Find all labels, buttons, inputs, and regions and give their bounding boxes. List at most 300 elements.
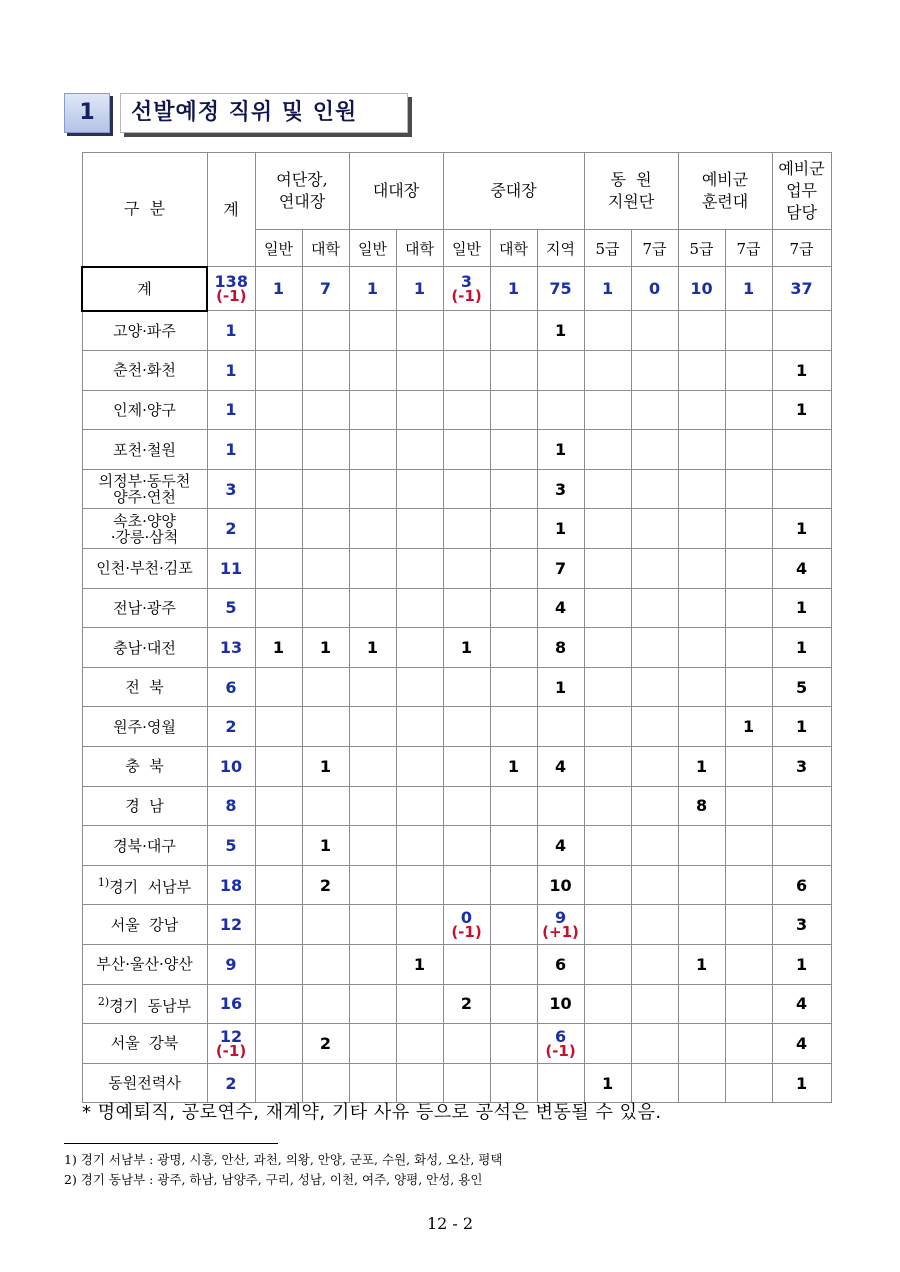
row-label-text: 경북·대구	[113, 836, 176, 855]
table-cell	[490, 667, 537, 707]
cell-value: 1	[460, 638, 473, 658]
table-cell	[302, 390, 349, 430]
header-sub: 대학	[302, 230, 349, 267]
table-cell	[584, 509, 631, 549]
table-cell	[443, 826, 490, 866]
header-sub: 일반	[349, 230, 396, 267]
cell-value: 2	[460, 994, 473, 1014]
row-label-text: 경기 서남부	[109, 878, 192, 897]
cell-value: 3	[554, 479, 567, 499]
table-cell	[396, 786, 443, 826]
cell-change: (+1)	[542, 923, 579, 942]
table-cell	[396, 905, 443, 945]
table-cell	[490, 390, 537, 430]
cell-value: 4	[554, 756, 567, 776]
cell-value: 10	[219, 756, 243, 776]
row-label	[82, 351, 207, 391]
table-cell	[772, 588, 831, 628]
table-row	[82, 390, 831, 430]
table-cell	[678, 865, 725, 905]
table-cell	[584, 667, 631, 707]
table-cell	[396, 311, 443, 351]
table-cell	[349, 984, 396, 1024]
table-cell	[678, 667, 725, 707]
table-cell	[207, 390, 255, 430]
table-cell	[537, 351, 584, 391]
table-cell	[584, 786, 631, 826]
row-label-text: 충 북	[125, 757, 164, 776]
table-cell	[443, 667, 490, 707]
cell-value: 1	[507, 756, 520, 776]
table-row	[82, 786, 831, 826]
table-cell	[725, 390, 772, 430]
table-row	[82, 469, 831, 509]
row-label-text: 서울 강남	[110, 915, 179, 934]
cell-value: 2	[225, 519, 237, 539]
table-cell	[725, 430, 772, 470]
table-cell	[725, 267, 772, 311]
cell-value: 1	[507, 279, 520, 298]
table-cell	[302, 509, 349, 549]
row-label	[82, 549, 207, 589]
table-cell	[349, 267, 396, 311]
table-cell	[772, 905, 831, 945]
table-cell	[302, 905, 349, 945]
table-cell	[725, 905, 772, 945]
table-cell	[207, 549, 255, 589]
cell-value: 1	[413, 954, 426, 974]
table-cell	[584, 549, 631, 589]
table-cell	[772, 984, 831, 1024]
table-cell	[584, 865, 631, 905]
cell-value: 1	[319, 638, 332, 658]
table-cell	[584, 267, 631, 311]
table-cell	[584, 390, 631, 430]
row-label	[82, 945, 207, 985]
table-cell	[490, 826, 537, 866]
row-label	[82, 707, 207, 747]
row-label: 계	[82, 267, 207, 311]
table-cell	[302, 311, 349, 351]
cell-value: 8	[225, 796, 237, 816]
table-cell	[584, 1063, 631, 1103]
table-cell	[772, 667, 831, 707]
table-cell	[207, 469, 255, 509]
table-cell	[443, 351, 490, 391]
table-cell	[490, 984, 537, 1024]
header-category: 구 분	[82, 153, 207, 267]
cell-value: 1	[795, 400, 808, 420]
table-cell	[631, 588, 678, 628]
table-cell	[207, 667, 255, 707]
header-group-reserve-duty: 예비군 업무 담당	[772, 153, 831, 230]
cell-value: 1	[795, 954, 808, 974]
row-label-text: 부산·울산·양산	[96, 955, 193, 974]
table-cell	[537, 1063, 584, 1103]
header-group-battalion: 대대장	[349, 153, 443, 230]
table-cell	[207, 905, 255, 945]
table-cell	[725, 549, 772, 589]
cell-value: 1	[272, 638, 285, 658]
table-cell	[537, 390, 584, 430]
table-cell	[584, 945, 631, 985]
table-cell	[537, 747, 584, 787]
table-cell	[349, 667, 396, 707]
table-cell	[772, 1024, 831, 1064]
table-cell	[725, 311, 772, 351]
row-label	[82, 747, 207, 787]
table-row	[82, 1024, 831, 1064]
table-cell	[490, 469, 537, 509]
table-cell	[631, 430, 678, 470]
table-cell	[678, 826, 725, 866]
cell-value: 1	[795, 598, 808, 618]
table-cell	[584, 469, 631, 509]
table-cell	[396, 1024, 443, 1064]
table-cell	[302, 549, 349, 589]
table-cell	[302, 1024, 349, 1064]
table-cell	[443, 588, 490, 628]
row-label	[82, 469, 207, 509]
cell-value: 6	[554, 1026, 567, 1046]
table-cell	[490, 351, 537, 391]
row-label	[82, 390, 207, 430]
table-cell	[584, 1024, 631, 1064]
row-label	[82, 905, 207, 945]
table-row	[82, 984, 831, 1024]
row-label	[82, 984, 207, 1024]
table-cell	[490, 509, 537, 549]
table-cell	[631, 826, 678, 866]
table-cell	[349, 430, 396, 470]
vacancy-note: * 명예퇴직, 공로연수, 재계약, 기타 사유 등으로 공석은 변동될 수 있음.	[82, 1102, 662, 1123]
table-cell	[349, 509, 396, 549]
cell-value: 8	[554, 638, 567, 658]
page-number: 12 - 2	[426, 1214, 474, 1233]
cell-change: (-1)	[216, 287, 247, 305]
table-cell	[772, 430, 831, 470]
table-cell	[255, 390, 302, 430]
table-cell	[490, 1063, 537, 1103]
table-cell	[349, 628, 396, 668]
table-cell	[678, 549, 725, 589]
table-cell	[725, 945, 772, 985]
table-cell	[537, 549, 584, 589]
table-row	[82, 351, 831, 391]
cell-value: 1	[225, 360, 237, 380]
table-cell	[631, 267, 678, 311]
table-cell	[396, 1063, 443, 1103]
table-cell	[396, 588, 443, 628]
table-cell	[631, 628, 678, 668]
table-cell	[631, 390, 678, 430]
table-cell	[537, 588, 584, 628]
cell-value: 1	[366, 638, 379, 658]
header-sub: 7급	[631, 230, 678, 267]
table-cell	[490, 905, 537, 945]
cell-value: 2	[319, 1033, 332, 1053]
header-group-brigade: 여단장, 연대장	[255, 153, 349, 230]
table-cell	[725, 865, 772, 905]
header-group-company: 중대장	[443, 153, 584, 230]
table-cell	[725, 469, 772, 509]
table-cell	[490, 865, 537, 905]
cell-value: 1	[695, 954, 708, 974]
table-cell	[255, 267, 302, 311]
table-cell	[443, 469, 490, 509]
table-row	[82, 628, 831, 668]
table-cell	[396, 430, 443, 470]
table-cell	[678, 588, 725, 628]
header-sub: 대학	[490, 230, 537, 267]
row-label-text: 인천·부천·김포	[96, 559, 193, 578]
cell-value: 3	[225, 479, 237, 499]
row-label	[82, 865, 207, 905]
table-cell	[678, 469, 725, 509]
table-cell	[678, 267, 725, 311]
table-cell	[678, 707, 725, 747]
section-number: 1	[64, 93, 110, 133]
table-cell	[443, 707, 490, 747]
row-label	[82, 786, 207, 826]
table-cell	[772, 786, 831, 826]
table-row	[82, 826, 831, 866]
table-cell	[396, 865, 443, 905]
table-cell	[584, 430, 631, 470]
footnote-mark: 1)	[97, 876, 110, 890]
table-cell	[678, 1063, 725, 1103]
row-label-text: 인제·양구	[113, 400, 176, 419]
table-cell	[537, 1024, 584, 1064]
table-cell	[490, 588, 537, 628]
table-cell	[443, 1063, 490, 1103]
table-cell	[207, 311, 255, 351]
cell-value: 1	[601, 279, 614, 298]
cell-value: 3	[460, 272, 473, 291]
table-cell	[255, 469, 302, 509]
table-cell	[537, 865, 584, 905]
cell-value: 1	[554, 519, 567, 539]
cell-value: 10	[549, 875, 572, 895]
table-cell	[443, 984, 490, 1024]
cell-value: 7	[319, 279, 332, 298]
cell-value: 18	[219, 875, 243, 895]
table-cell	[772, 826, 831, 866]
table-cell	[396, 351, 443, 391]
cell-value: 5	[795, 677, 808, 697]
cell-value: 2	[225, 1073, 237, 1093]
cell-value: 1	[413, 279, 426, 298]
table-cell	[443, 905, 490, 945]
table-cell	[584, 588, 631, 628]
table-cell	[302, 945, 349, 985]
cell-value: 6	[554, 954, 567, 974]
table-cell	[631, 945, 678, 985]
table-cell	[631, 1063, 678, 1103]
table-cell	[490, 1024, 537, 1064]
table-cell	[537, 628, 584, 668]
table-cell	[678, 509, 725, 549]
table-cell	[584, 311, 631, 351]
table-cell	[255, 945, 302, 985]
table-cell	[349, 469, 396, 509]
table-cell	[207, 984, 255, 1024]
table-cell	[678, 945, 725, 985]
cell-value: 9	[554, 908, 567, 928]
table-cell	[255, 430, 302, 470]
table-cell	[255, 707, 302, 747]
row-label	[82, 1024, 207, 1064]
table-cell	[772, 747, 831, 787]
table-row	[82, 865, 831, 905]
table-cell	[772, 628, 831, 668]
cell-value: 1	[601, 1073, 614, 1093]
table-cell	[443, 509, 490, 549]
header-group-mobilization: 동 원 지원단	[584, 153, 678, 230]
table-cell	[584, 707, 631, 747]
table-cell	[255, 549, 302, 589]
table-cell	[725, 984, 772, 1024]
row-label-text: 전남·광주	[113, 598, 176, 617]
cell-value: 1	[795, 360, 808, 380]
table-cell	[255, 667, 302, 707]
table-cell	[772, 1063, 831, 1103]
table-cell	[396, 469, 443, 509]
row-label	[82, 667, 207, 707]
table-cell	[396, 267, 443, 311]
table-cell	[349, 707, 396, 747]
table-cell	[302, 747, 349, 787]
table-cell	[396, 707, 443, 747]
table-cell	[255, 747, 302, 787]
table-row	[82, 549, 831, 589]
table-cell	[443, 549, 490, 589]
table-cell	[584, 628, 631, 668]
table-cell	[678, 747, 725, 787]
table-cell	[302, 707, 349, 747]
cell-value: 3	[795, 915, 808, 935]
row-label-text: 고양·파주	[113, 321, 176, 340]
row-label-text: 경기 동남부	[109, 996, 192, 1015]
cell-value: 12	[219, 915, 243, 935]
row-label	[82, 509, 207, 549]
table-cell	[678, 430, 725, 470]
table-cell	[678, 984, 725, 1024]
row-label-text: 전 북	[125, 678, 164, 697]
table-cell	[207, 430, 255, 470]
table-row	[82, 945, 831, 985]
row-label-text: 의정부·동두천 양주·연천	[98, 472, 191, 507]
table-cell	[302, 469, 349, 509]
table-cell	[302, 628, 349, 668]
cell-value: 0	[460, 908, 473, 928]
header-group-reserve-training: 예비군 훈련대	[678, 153, 772, 230]
row-label-text: 충남·대전	[113, 638, 176, 657]
table-cell	[725, 351, 772, 391]
cell-value: 1	[554, 677, 567, 697]
table-cell	[302, 351, 349, 391]
cell-value: 75	[549, 279, 572, 298]
header-sub: 지역	[537, 230, 584, 267]
cell-value: 2	[225, 717, 237, 737]
table-row	[82, 509, 831, 549]
cell-value: 12	[219, 1026, 243, 1046]
table-cell	[490, 707, 537, 747]
table-cell	[207, 786, 255, 826]
table-cell	[302, 786, 349, 826]
header-sub: 5급	[678, 230, 725, 267]
table-cell	[349, 1063, 396, 1103]
table-cell	[537, 984, 584, 1024]
row-label-text: 춘천·화천	[113, 361, 176, 380]
table-cell	[255, 826, 302, 866]
table-cell	[631, 469, 678, 509]
cell-value: 138	[214, 272, 248, 291]
table-cell	[631, 1024, 678, 1064]
table-cell	[584, 747, 631, 787]
table-cell	[255, 905, 302, 945]
table-cell	[725, 1024, 772, 1064]
table-cell	[349, 588, 396, 628]
cell-value: 11	[219, 558, 243, 578]
table-cell	[302, 430, 349, 470]
table-cell	[490, 945, 537, 985]
cell-value: 6	[225, 677, 237, 697]
table-cell	[396, 826, 443, 866]
table-cell	[537, 267, 584, 311]
table-cell	[725, 826, 772, 866]
cell-value: 1	[225, 321, 237, 341]
table-cell	[772, 267, 831, 311]
table-cell	[302, 667, 349, 707]
table-cell	[678, 628, 725, 668]
cell-value: 1	[742, 717, 755, 737]
table-cell	[207, 945, 255, 985]
table-cell	[207, 747, 255, 787]
table-cell	[678, 311, 725, 351]
table-cell	[255, 786, 302, 826]
table-cell	[443, 267, 490, 311]
table-cell	[631, 747, 678, 787]
table-cell	[349, 390, 396, 430]
cell-value: 1	[272, 279, 285, 298]
table-row	[82, 707, 831, 747]
table-cell	[490, 628, 537, 668]
row-label-text: 속초·양양 ·강릉·삼척	[110, 511, 179, 546]
table-cell	[207, 865, 255, 905]
header-sub: 일반	[255, 230, 302, 267]
footnote-2: 2) 경기 동남부 : 광주, 하남, 남양주, 구리, 성남, 이천, 여주, 양평, 안성, 용인	[64, 1172, 483, 1187]
table-cell	[255, 509, 302, 549]
table-cell	[772, 549, 831, 589]
table-cell	[443, 311, 490, 351]
cell-change: (-1)	[451, 923, 482, 942]
table-cell	[207, 588, 255, 628]
footnote-mark: 2)	[97, 994, 110, 1008]
table-cell	[725, 628, 772, 668]
cell-value: 4	[554, 598, 567, 618]
table-cell	[443, 786, 490, 826]
section-heading	[64, 93, 404, 131]
table-cell	[490, 430, 537, 470]
table-cell	[490, 549, 537, 589]
table-cell	[725, 786, 772, 826]
table-cell	[490, 786, 537, 826]
table-cell	[537, 786, 584, 826]
row-label-text: 동원전력사	[108, 1074, 181, 1093]
cell-value: 4	[795, 994, 808, 1014]
header-sub: 5급	[584, 230, 631, 267]
